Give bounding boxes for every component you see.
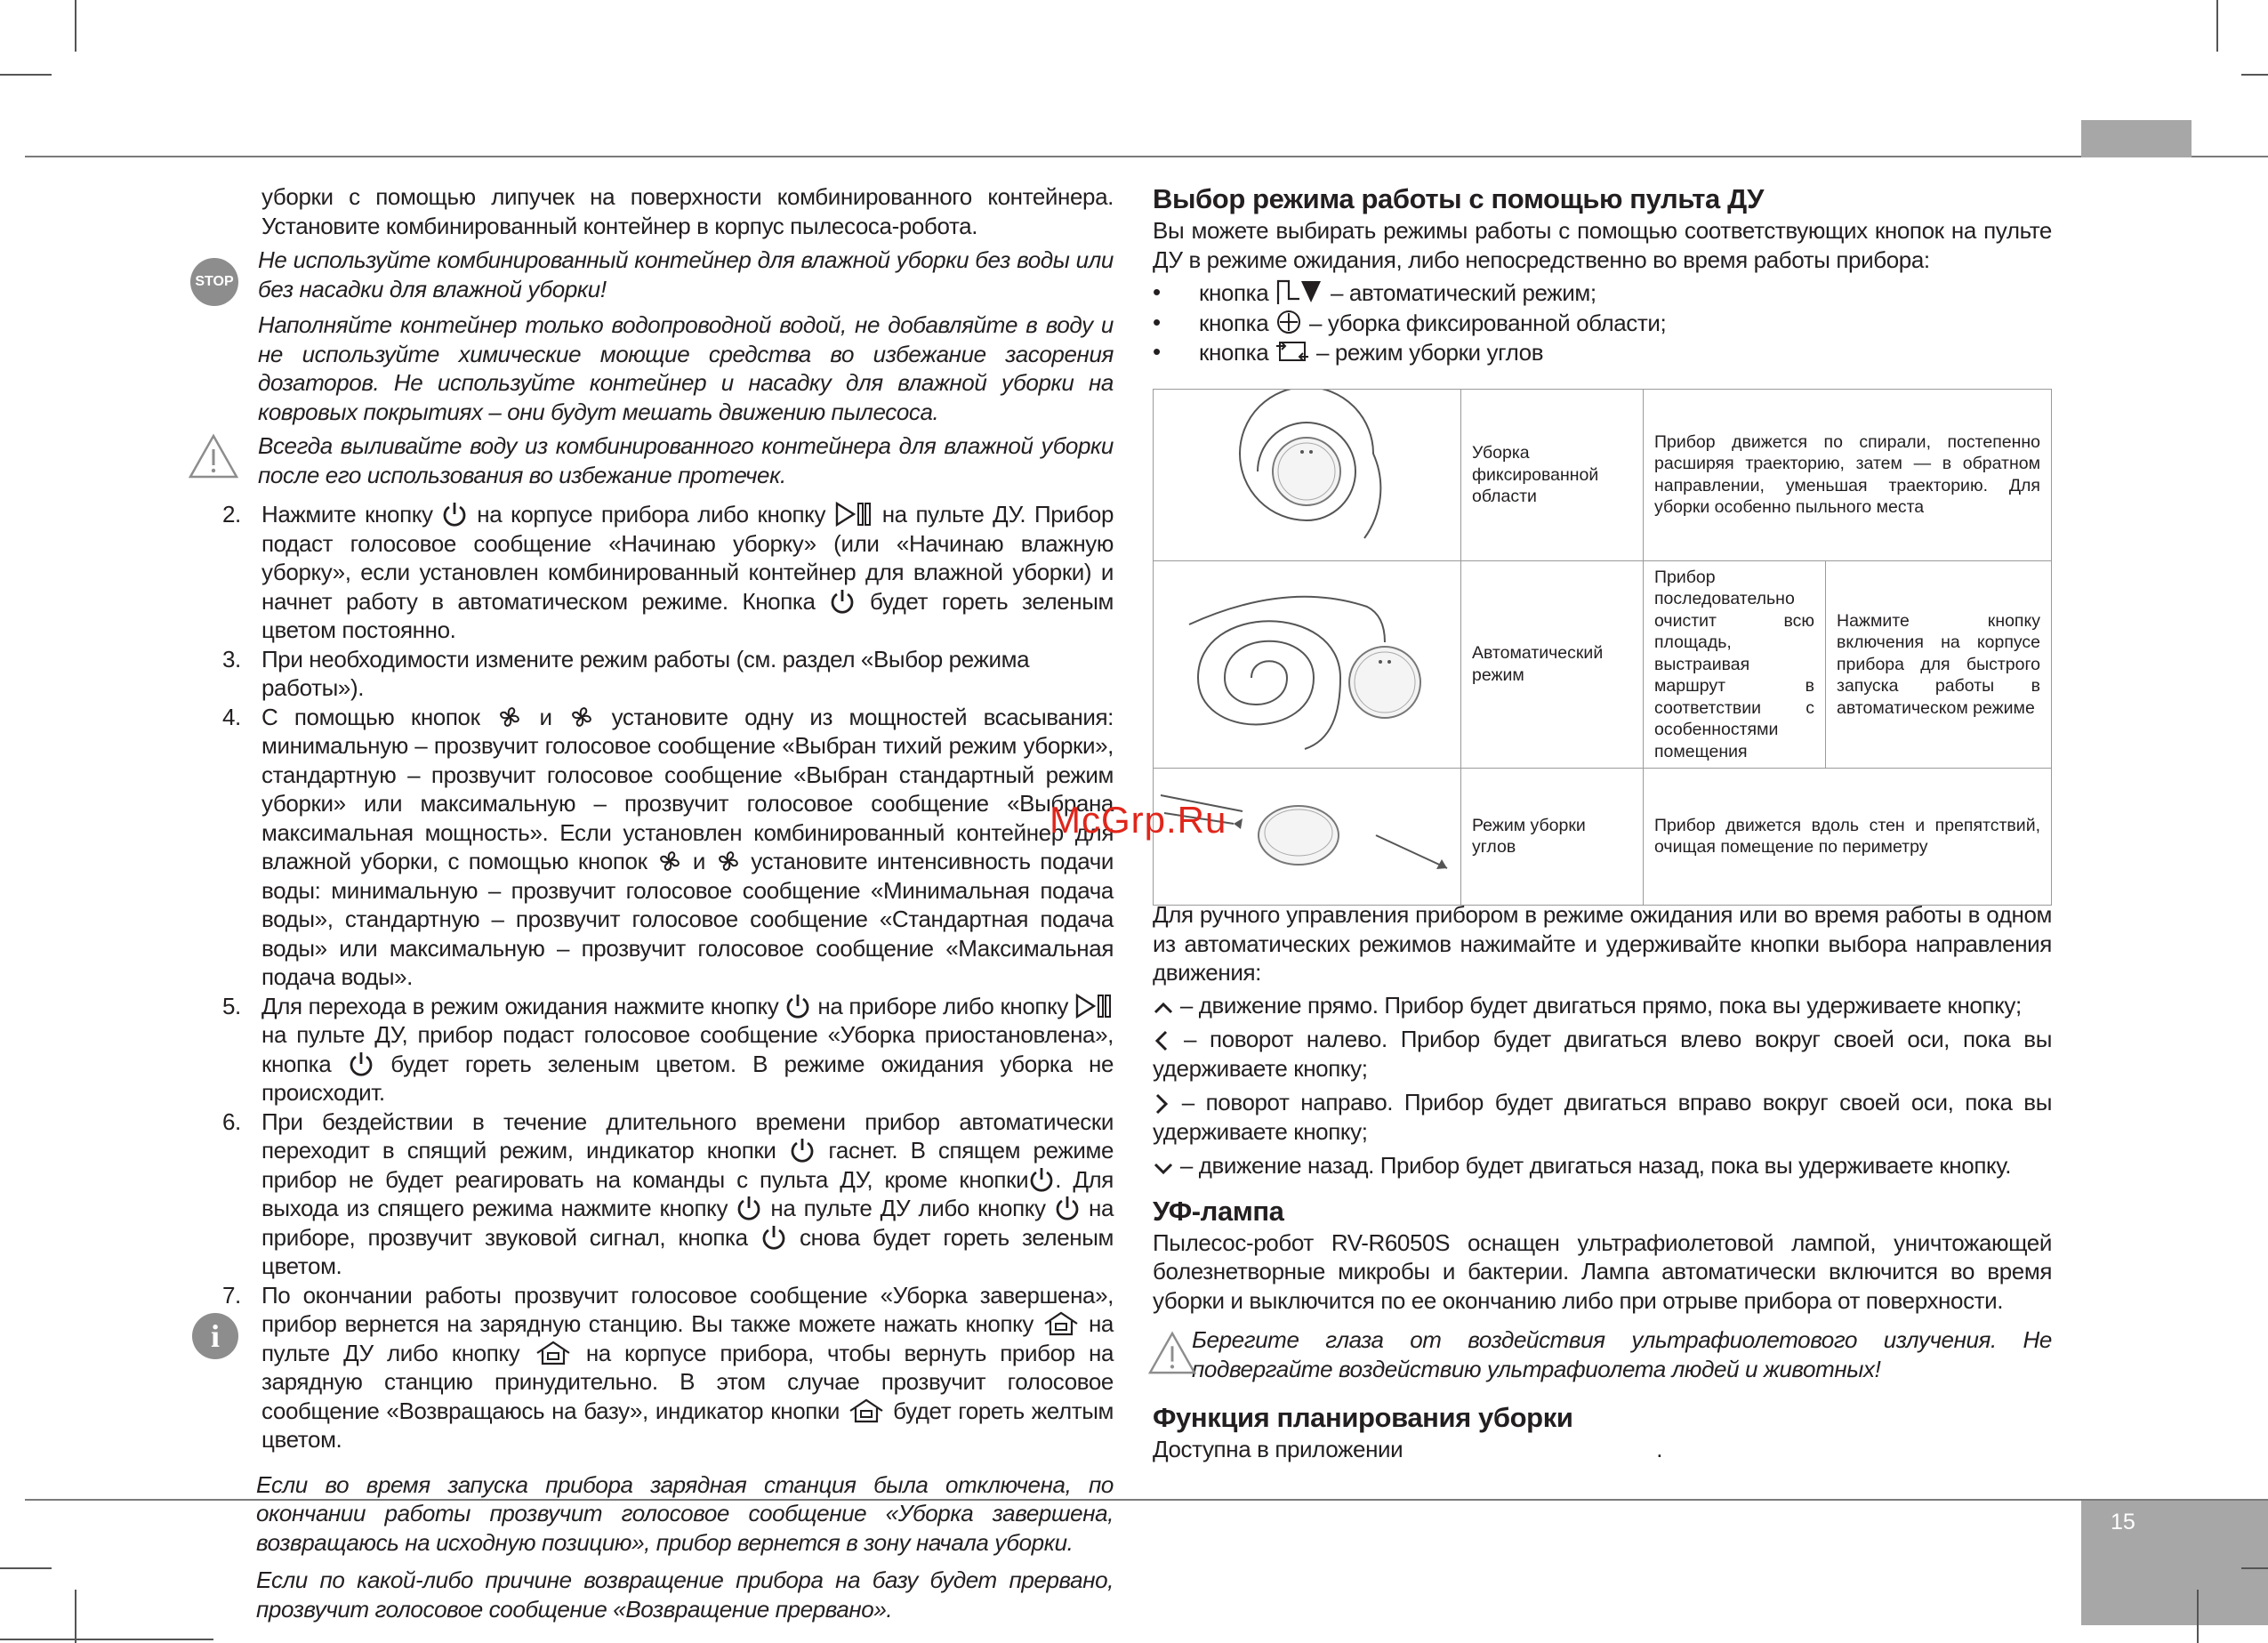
crop-mark [2241,1567,2268,1569]
power-icon [760,1224,787,1251]
auto-illustration [1154,560,1461,769]
top-rule [25,156,2268,157]
step-number: 6. [222,1107,241,1135]
manual-intro: Для ручного управления прибором в режиме ожидания или во время работы в одном из автоматических режимов нажимайте и удерживайте кнопки выбора направления движения: [1153,901,2052,986]
power-icon [441,501,468,528]
info-badge: i [192,1313,238,1359]
table-cell: Прибор последовательно очистит всю площадь, выстраивая маршрут в соответствии с особенностями помещения [1644,560,1826,769]
modes-table [1153,389,2052,906]
power-icon [1028,1166,1055,1193]
warning-icon [1147,1331,1197,1375]
crop-mark [0,1639,213,1640]
direction-left: – поворот налево. Прибор будет двигаться влево вокруг своей оси, пока вы удерживаете кнопку; [1153,1026,2052,1082]
chevron-left-icon [1153,1029,1170,1052]
home-icon [847,1397,886,1424]
play-pause-icon [834,501,873,528]
uv-text: Пылесос-робот RV-R6050S оснащен ультрафиолетовой лампой, уничтожающей болезнетворные микробы и бактерии. Лампа автоматически включится во время уборки и выключится по ее окончанию либо при отрыве прибора от поверхности. [1153,1228,2052,1314]
step-3 [222,645,1114,703]
step-7 [222,1281,1114,1454]
table-cell: Уборка фиксированной области [1461,390,1644,561]
table-cell: Прибор движется по спирали, постепенно расширяя траекторию, затем — в обратном направлении, уменьшая траекторию. Для уборки особенно пыльного места [1644,390,2052,561]
plan-heading: Функция планирования уборки [1153,1402,1573,1433]
chevron-up-icon [1153,997,1174,1019]
step-number: 3. [222,645,241,673]
table-cell: Режим уборки углов [1461,769,1644,906]
info-note-1: Если во время запуска прибора зарядная станция была отключена, по окончании работы прозвучит голосовое сообщение «Уборка завершена, возвращаюсь на исходную позицию», прибор вернется в зону начала уборки. [256,1470,1114,1556]
spiral-diagram [1154,390,1460,554]
right-column-top [1153,182,2052,367]
edge-mode-icon [1275,337,1310,366]
watermark: McGrp.Ru [1050,799,1227,841]
step-5 [222,992,1114,1107]
step-number: 2. [222,501,241,528]
step-number: 4. [222,703,241,730]
crop-mark [2197,1590,2199,1643]
table-cell: Автоматический режим [1461,560,1644,769]
step-number: 7. [222,1281,241,1309]
direction-forward: – движение прямо. Прибор будет двигаться прямо, пока вы удерживаете кнопку; [1153,991,2052,1020]
step-text: Нажмите кнопку на корпусе прибора либо кнопку на пульте ДУ. Прибор подаст голосовое сообщение «Начинаю уборку» (или «Начинаю влажную уборку», если установлен комбинированный контейнер для влажной уборки) и начнет работу в автоматическом режиме. Кнопка будет гореть зеленым цветом постоянно. [261,501,1114,643]
crop-mark [75,0,76,52]
auto-mode-icon [1275,278,1324,306]
auto-path-diagram [1154,571,1460,753]
page-number-box [2081,1501,2268,1625]
home-icon [1042,1310,1081,1337]
stop-badge: STOP [190,258,238,306]
table-cell: Прибор движется вдоль стен и препятствий, очищая помещение по периметру [1644,769,2052,906]
table-row [1154,560,2052,769]
plan-text: Доступна в приложении . [1153,1436,1663,1462]
modes-intro: Вы можете выбирать режимы работы с помощью соответствующих кнопок на пульте ДУ в режиме ожидания, либо непосредственно во время работы прибора: [1153,217,2052,273]
step-6 [222,1107,1114,1281]
spot-mode-icon [1275,308,1303,336]
chevron-right-icon [1153,1092,1170,1115]
play-pause-icon [1074,993,1114,1019]
step-text: Для перехода в режим ожидания нажмите кнопку на приборе либо кнопку на пульте ДУ, прибор подаст голосовое сообщение «Уборка приостановлена», кнопка будет гореть зеленым цветом. В режиме ожидания уборка не происходит. [261,992,1114,1106]
stop-note-1: Не используйте комбинированный контейнер для влажной уборки без воды или без насадки для влажной уборки! [258,246,1114,302]
step-text: По окончании работы прозвучит голосовое сообщение «Уборка завершена», прибор вернется на зарядную станцию. Вы также можете нажать кнопку на пульте ДУ либо кнопку на корпусе прибора, чтобы вернуть прибор на зарядную станцию принудительно. В этом случае прозвучит голосовое сообщение «Возвращаюсь на базу», индикатор кнопки будет гореть желтым цветом. [261,1281,1114,1453]
warning-note: Всегда выливайте воду из комбинированного контейнера для влажной уборки после его использования во избежание протечек. [258,432,1114,488]
left-column [222,182,1114,1623]
step-text: С помощью кнопок и установите одну из мощностей всасывания: минимальную – прозвучит голосовое сообщение «Выбран тихий режим уборки», стандартную – прозвучит голосовое сообщение «Выбран стандартный режим уборки» или максимальную – прозвучит голосовое сообщение «Выбрана максимальная мощность». Если установлен комбинированный контейнер для влажной уборки, с помощью кнопок и установите интенсивность подачи воды: минимальную – прозвучит голосовое сообщение «Минимальная подача воды», стандартную – прозвучит голосовое сообщение «Стандартная подача воды» или максимальную – прозвучит голосовое сообщение «Максимальная подача воды». [261,703,1114,990]
table-row [1154,390,2052,561]
step-text: При необходимости измените режим работы (см. раздел «Выбор режима работы»). [261,645,1030,701]
power-icon [784,993,811,1019]
crop-mark [0,74,52,76]
bullet-edge: • кнопка – режим уборки углов [1153,338,1544,366]
power-icon [736,1195,762,1221]
fan-icon [568,704,595,730]
page-number: 15 [2111,1510,2135,1534]
power-icon [789,1137,816,1164]
spot-illustration [1154,390,1461,561]
crop-mark [2241,74,2268,76]
stop-note-2: Наполняйте контейнер только водопроводной водой, не добавляйте в воду и не используйте химические моющие средства во избежание засорения дозаторов. Не используйте контейнер и насадку для влажной уборки на ковровых покрытиях – они будут мешать движению пылесоса. [258,311,1114,425]
fan-icon [715,848,742,874]
direction-right: – поворот направо. Прибор будет двигаться вправо вокруг своей оси, пока вы удерживаете кнопку; [1153,1089,2052,1145]
warning-icon [188,433,239,479]
modes-heading: Выбор режима работы с помощью пульта ДУ [1153,183,1765,214]
top-tab [2081,120,2192,157]
step-text: При бездействии в течение длительного времени прибор автоматически переходит в спящий режим, индикатор кнопки гаснет. В спящем режиме прибор не будет реагировать на команды с пульта ДУ, кроме кнопки . Для выхода из спящего режима нажмите кнопку на пульте ДУ либо кнопку на приборе, прозвучит звуковой сигнал, кнопка снова будет гореть зеленым цветом. [261,1107,1114,1279]
power-icon [829,588,856,615]
step-number: 5. [222,992,241,1019]
power-icon [348,1051,374,1077]
intro-text: уборки с помощью липучек на поверхности комбинированного контейнера. Установите комбинированный контейнер в корпус пылесоса-робота. [261,183,1114,239]
bullet-spot: • кнопка – уборка фиксированной области; [1153,308,1667,336]
power-icon [1054,1195,1081,1221]
step-4 [222,703,1114,992]
direction-back: – движение назад. Прибор будет двигаться назад, пока вы удерживаете кнопку. [1153,1151,2052,1180]
uv-warning: Берегите глаза от воздействия ультрафиолетового излучения. Не подвергайте воздействию ультрафиолета людей и животных! [1153,1325,2052,1383]
crop-mark [0,1567,52,1569]
bullet-auto: • кнопка – автоматический режим; [1153,278,1596,306]
crop-mark [2216,0,2218,52]
home-icon [534,1340,573,1366]
crop-mark [75,1590,76,1643]
chevron-down-icon [1153,1157,1174,1179]
fan-icon [496,704,523,730]
right-column-bottom [1153,900,2052,1464]
info-note-2: Если по какой-либо причине возвращение прибора на базу будет прервано, прозвучит голосовое сообщение «Возвращение прервано». [256,1566,1114,1623]
step-2 [222,500,1114,645]
table-row [1154,769,2052,906]
table-cell: Нажмите кнопку включения на корпусе прибора для быстрого запуска работы в автоматическом режиме [1826,560,2052,769]
uv-heading: УФ-лампа [1153,1195,1284,1227]
fan-icon [656,848,683,874]
